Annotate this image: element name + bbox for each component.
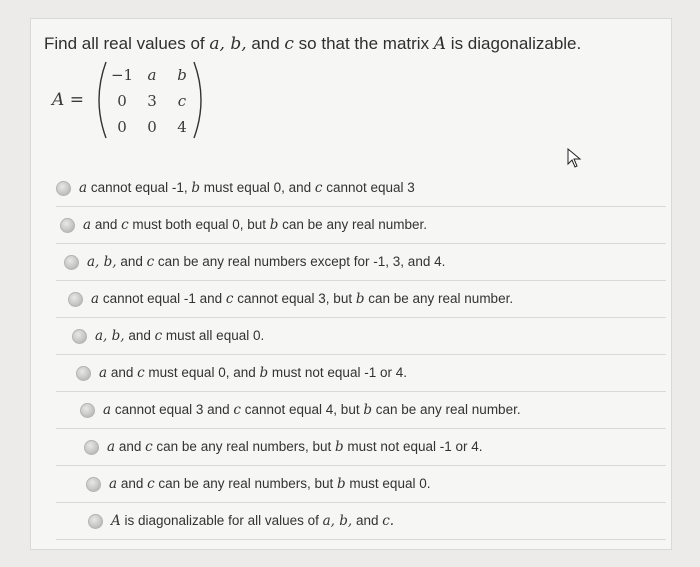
matrix-cell-r2c1: 0 — [117, 92, 127, 110]
math-variable: b — [355, 291, 365, 307]
answer-options — [56, 170, 666, 540]
option-text: must equal 0, and — [200, 180, 315, 195]
option-text: can be any real number. — [278, 217, 427, 232]
option-text: must equal 0. — [345, 476, 431, 491]
math-variable: a, b, — [87, 254, 117, 270]
matrix-cell-r1c1: −1 — [110, 66, 134, 84]
option-text: can be any real number. — [364, 291, 514, 306]
math-variable: c — [147, 476, 155, 492]
math-variable: a, b, — [95, 328, 125, 344]
math-variable: c — [137, 365, 145, 381]
math-variable: A — [111, 513, 121, 529]
matrix-cell-r3c1: 0 — [117, 118, 127, 136]
option-text: and — [107, 365, 138, 380]
matrix-name: A — [52, 90, 65, 110]
question-text — [44, 34, 581, 54]
option-text: must both equal 0, but — [128, 217, 270, 232]
math-variable: b — [335, 439, 344, 455]
question-end: is diagonalizable. — [446, 34, 582, 53]
math-variable: a — [91, 291, 100, 307]
math-variable: b — [269, 217, 279, 233]
answer-option-label — [99, 365, 407, 381]
math-variable: c — [146, 254, 155, 270]
math-variable: a — [99, 365, 108, 381]
option-text: can be any real numbers, but — [152, 439, 336, 454]
option-text: and — [91, 217, 122, 232]
math-variable: c — [225, 291, 234, 307]
option-text: and — [116, 254, 147, 269]
option-text: can be any real numbers except for -1, 3, and 4. — [154, 254, 446, 269]
question-var-c: c — [284, 34, 294, 54]
radio-button[interactable] — [84, 440, 99, 455]
math-variable: c — [154, 328, 163, 344]
matrix-equals: = — [69, 90, 84, 110]
answer-option-10[interactable] — [56, 503, 666, 540]
radio-button[interactable] — [86, 477, 101, 492]
answer-option-label — [109, 476, 430, 492]
answer-option-label — [95, 328, 264, 344]
radio-button[interactable] — [60, 218, 75, 233]
option-text: and — [117, 476, 148, 491]
math-variable: a — [83, 217, 92, 233]
answer-option-5[interactable] — [56, 318, 666, 355]
answer-option-label — [91, 291, 513, 307]
option-text: can be any real number. — [371, 402, 521, 417]
answer-option-label — [87, 254, 445, 270]
radio-button[interactable] — [76, 366, 91, 381]
math-variable: c — [121, 217, 129, 233]
answer-option-9[interactable] — [56, 466, 666, 503]
answer-option-label — [103, 402, 521, 418]
radio-button[interactable] — [68, 292, 83, 307]
math-variable: a — [107, 439, 116, 455]
math-variable: a — [79, 180, 88, 196]
matrix-cell-r3c2: 0 — [147, 118, 157, 136]
matrix-display — [52, 60, 232, 146]
answer-option-label — [83, 217, 427, 233]
question-suffix: so that the matrix — [293, 34, 434, 53]
answer-option-6[interactable] — [56, 355, 666, 392]
matrix-cell-r1c3: b — [177, 66, 187, 84]
option-text: is diagonalizable for all values of — [120, 513, 323, 528]
math-variable: b — [191, 180, 201, 196]
left-paren-icon — [90, 60, 110, 140]
question-prefix: Find all real values of — [44, 34, 210, 53]
radio-button[interactable] — [88, 514, 103, 529]
option-text: can be any real numbers, but — [154, 476, 338, 491]
answer-option-label — [107, 439, 483, 455]
option-text: must not equal -1 or 4. — [268, 365, 407, 380]
math-variable: b — [337, 476, 346, 492]
radio-button[interactable] — [64, 255, 79, 270]
mouse-cursor-icon — [564, 148, 584, 170]
option-text: cannot equal 3 and — [111, 402, 234, 417]
answer-option-8[interactable] — [56, 429, 666, 466]
matrix-cell-r2c3: c — [177, 92, 187, 110]
option-text: and — [124, 328, 155, 343]
math-variable: a — [109, 476, 118, 492]
option-text: cannot equal 4, but — [240, 402, 364, 417]
math-variable: c — [145, 439, 153, 455]
matrix-cell-r1c2: a — [147, 66, 157, 84]
option-text: must equal 0, and — [144, 365, 260, 380]
math-variable: a, b, — [322, 513, 353, 529]
math-variable: b — [259, 365, 269, 381]
matrix-cell-r2c2: 3 — [147, 92, 157, 110]
option-text: and — [352, 513, 383, 528]
math-variable: c — [233, 402, 241, 418]
option-text: cannot equal 3 — [322, 180, 415, 195]
math-variable: c. — [382, 513, 395, 529]
radio-button[interactable] — [56, 181, 71, 196]
question-vars: a, b, — [209, 34, 247, 54]
option-text: cannot equal -1 and — [99, 291, 226, 306]
matrix-lhs — [52, 90, 84, 110]
answer-option-7[interactable] — [56, 392, 666, 429]
option-text: must all equal 0. — [162, 328, 265, 343]
math-variable: b — [363, 402, 372, 418]
radio-button[interactable] — [72, 329, 87, 344]
radio-button[interactable] — [80, 403, 95, 418]
option-text: must not equal -1 or 4. — [343, 439, 483, 454]
question-mid: and — [246, 34, 285, 53]
matrix-cell-r3c3: 4 — [177, 118, 187, 136]
answer-option-label — [111, 513, 394, 529]
answer-option-2[interactable] — [56, 207, 666, 244]
option-text: cannot equal 3, but — [233, 291, 356, 306]
math-variable: c — [314, 180, 323, 196]
option-text: cannot equal -1, — [87, 180, 192, 195]
answer-option-4[interactable] — [56, 281, 666, 318]
option-text: and — [115, 439, 146, 454]
question-var-a-matrix: A — [433, 34, 447, 54]
answer-option-1[interactable] — [56, 170, 666, 207]
answer-option-3[interactable] — [56, 244, 666, 281]
math-variable: a — [103, 402, 112, 418]
answer-option-label — [79, 180, 415, 196]
